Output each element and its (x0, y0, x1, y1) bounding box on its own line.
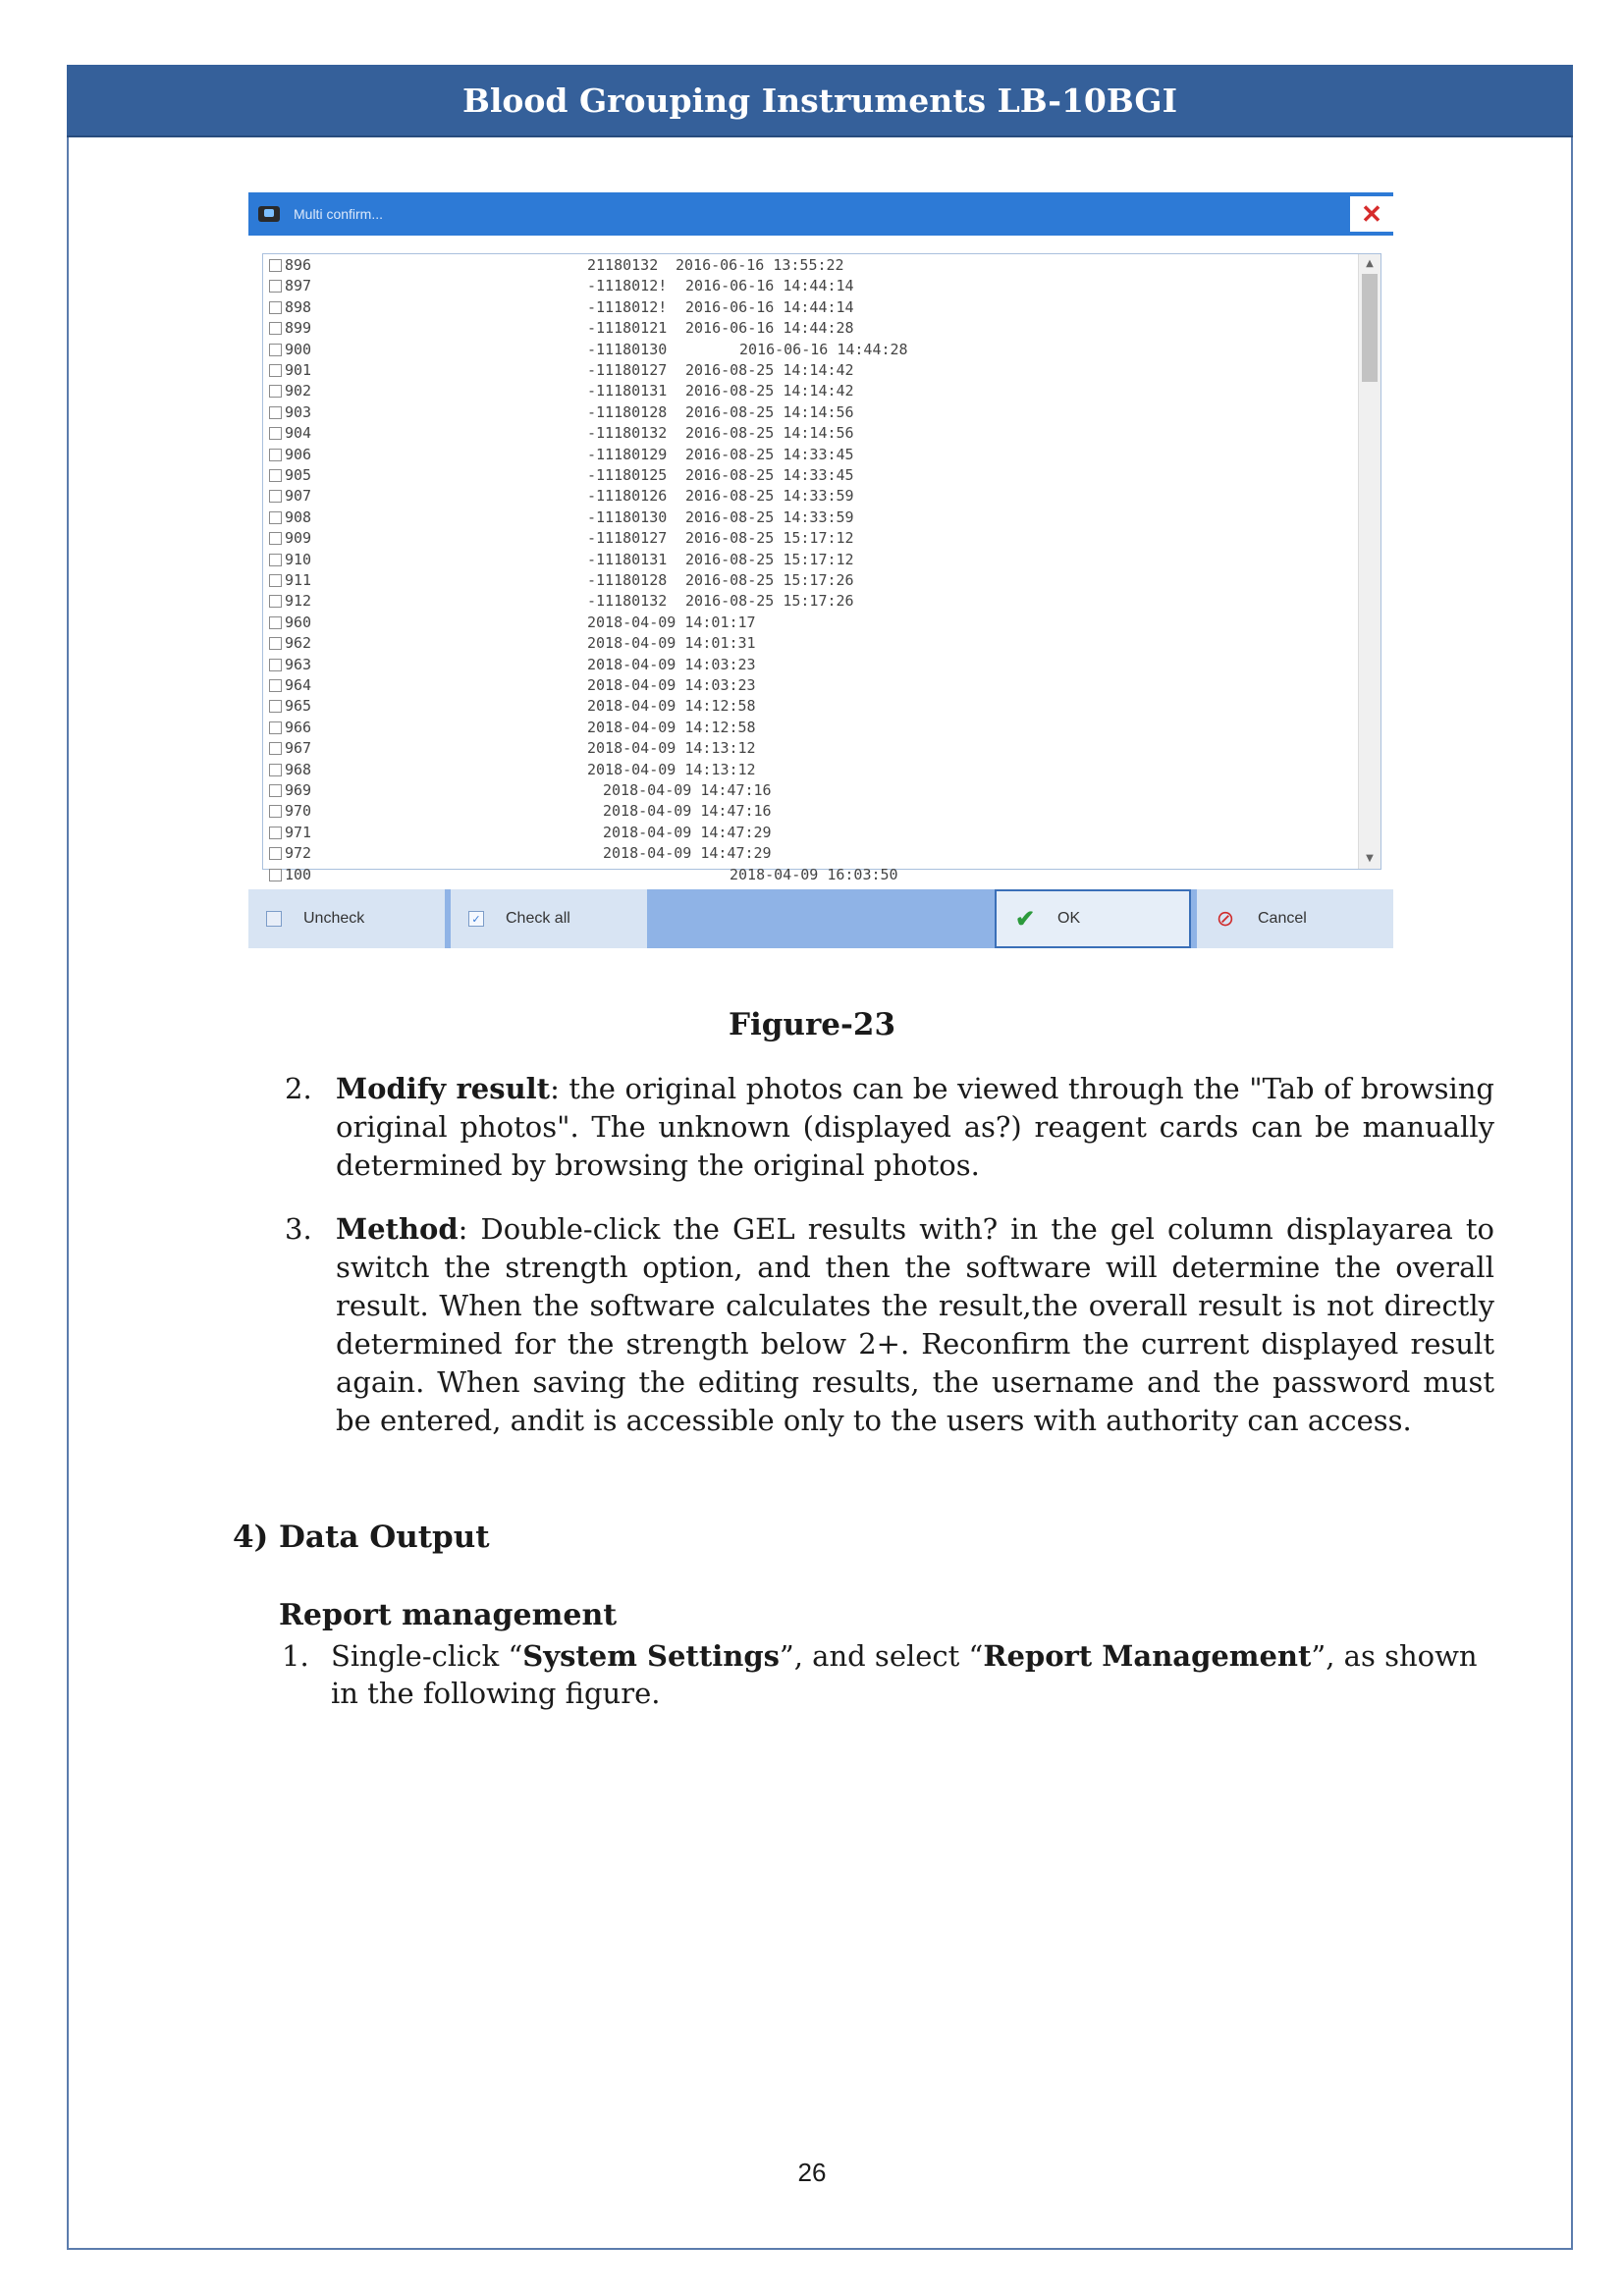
row-datetime: 2016-08-25 15:17:12 (685, 550, 854, 568)
row-id: 971 (285, 823, 312, 841)
row-id: 906 (285, 445, 312, 463)
step-number: 1. (282, 1639, 309, 1673)
row-id: 100 (285, 865, 312, 883)
row-checkbox[interactable] (269, 595, 282, 608)
list-item[interactable] (263, 277, 1359, 297)
row-datetime: 2016-06-16 14:44:14 (685, 277, 854, 295)
section-heading: 4) Data Output (233, 1520, 490, 1555)
list-item[interactable] (263, 424, 1359, 445)
document-header (67, 65, 1573, 137)
row-checkbox[interactable] (269, 385, 282, 398)
row-datetime: 2018-04-09 14:12:58 (587, 718, 756, 736)
row-datetime: 2018-04-09 14:01:17 (587, 613, 756, 631)
scroll-up-arrow-icon[interactable]: ▲ (1366, 258, 1374, 269)
row-code: -11180129 (587, 445, 668, 463)
row-datetime: 2016-06-16 14:44:14 (685, 297, 854, 316)
row-checkbox[interactable] (269, 574, 282, 587)
list-item[interactable] (263, 697, 1359, 718)
row-checkbox[interactable] (269, 490, 282, 503)
row-checkbox[interactable] (269, 449, 282, 461)
close-button[interactable]: ✕ (1350, 196, 1393, 232)
row-id: 912 (285, 592, 312, 611)
row-checkbox[interactable] (269, 827, 282, 839)
row-id: 899 (285, 319, 312, 338)
row-checkbox[interactable] (269, 406, 282, 419)
step-text (331, 1637, 1509, 1712)
row-code: -11180130 (587, 340, 668, 358)
vertical-scrollbar[interactable] (1358, 254, 1380, 869)
step-text-part: ”, as shown in the following figure. (331, 1639, 1478, 1710)
list-item[interactable] (263, 403, 1359, 424)
row-datetime: 2018-04-09 14:12:58 (587, 697, 756, 716)
list-item[interactable] (263, 802, 1359, 823)
row-checkbox[interactable] (269, 511, 282, 524)
row-checkbox[interactable] (269, 554, 282, 566)
checkmark-icon: ✔ (1014, 905, 1036, 933)
row-id: 968 (285, 760, 312, 778)
row-id: 963 (285, 655, 312, 673)
row-datetime: 2016-08-25 14:14:42 (685, 361, 854, 379)
row-code: -11180131 (587, 382, 668, 400)
row-id: 908 (285, 507, 312, 526)
document-title: Blood Grouping Instruments LB-10BGI (461, 80, 1178, 120)
row-code: -11180125 (587, 466, 668, 484)
row-id: 909 (285, 529, 312, 548)
cancel-icon: ⊘ (1216, 906, 1235, 931)
system-settings-label: System Settings (522, 1639, 780, 1673)
row-checkbox[interactable] (269, 659, 282, 671)
row-datetime: 2018-04-09 14:47:29 (603, 844, 772, 863)
list-item[interactable] (263, 446, 1359, 466)
list-item[interactable] (263, 866, 1359, 886)
row-id: 902 (285, 382, 312, 400)
ok-label: OK (1057, 910, 1081, 927)
row-id: 960 (285, 613, 312, 631)
row-id: 896 (285, 256, 312, 274)
row-datetime: 2018-04-09 14:13:12 (587, 760, 756, 778)
list-item[interactable] (263, 529, 1359, 550)
row-id: 910 (285, 550, 312, 568)
list-item[interactable] (263, 781, 1359, 802)
row-checkbox[interactable] (269, 427, 282, 440)
row-code: -11180131 (587, 550, 668, 568)
row-datetime: 2016-08-25 14:33:45 (685, 466, 854, 484)
list-item[interactable] (263, 487, 1359, 507)
row-datetime: 2016-06-16 13:55:22 (676, 256, 844, 274)
row-datetime: 2016-06-16 14:44:28 (685, 319, 854, 338)
list-item[interactable] (263, 676, 1359, 697)
row-datetime: 2016-08-25 15:17:26 (685, 571, 854, 589)
list-item[interactable] (263, 466, 1359, 487)
row-id: 905 (285, 466, 312, 484)
row-datetime: 2018-04-09 14:47:16 (603, 802, 772, 821)
list-item[interactable] (263, 508, 1359, 529)
row-checkbox[interactable] (269, 742, 282, 755)
list-item[interactable] (263, 571, 1359, 592)
row-datetime: 2018-04-09 14:47:29 (603, 823, 772, 841)
row-checkbox[interactable] (269, 637, 282, 650)
uncheck-button[interactable] (248, 889, 445, 948)
list-item[interactable] (263, 761, 1359, 781)
check-all-button[interactable] (451, 889, 647, 948)
row-datetime: 2018-04-09 14:03:23 (587, 676, 756, 694)
row-datetime: 2016-08-25 15:17:12 (685, 529, 854, 548)
list-item[interactable] (263, 341, 1359, 361)
cancel-button[interactable] (1197, 889, 1393, 948)
row-datetime: 2018-04-09 16:03:50 (730, 865, 898, 883)
checkbox-icon: ✓ (468, 911, 484, 927)
row-checkbox[interactable] (269, 721, 282, 734)
row-id: 965 (285, 697, 312, 716)
row-id: 964 (285, 676, 312, 694)
app-icon (258, 206, 280, 222)
row-checkbox[interactable] (269, 869, 282, 881)
dialog-title: Multi confirm... (294, 206, 384, 222)
row-code: -11180127 (587, 529, 668, 548)
row-checkbox[interactable] (269, 259, 282, 272)
row-code: -11180132 (587, 424, 668, 443)
row-code: -11180127 (587, 361, 668, 379)
row-checkbox[interactable] (269, 679, 282, 692)
row-id: 969 (285, 781, 312, 799)
row-code: -11180130 (587, 507, 668, 526)
row-code: -1118012! (587, 277, 668, 295)
item-text (336, 1070, 1494, 1185)
row-checkbox[interactable] (269, 700, 282, 713)
row-id: 901 (285, 361, 312, 379)
subsection-heading: Report management (279, 1598, 618, 1632)
list-item[interactable] (263, 656, 1359, 676)
row-id: 966 (285, 718, 312, 736)
cancel-label: Cancel (1258, 910, 1307, 927)
row-checkbox[interactable] (269, 532, 282, 545)
item-number: 2. (285, 1072, 312, 1105)
row-code: -1118012! (587, 297, 668, 316)
dialog-button-bar (248, 889, 1393, 948)
row-datetime: 2018-04-09 14:47:16 (603, 781, 772, 799)
row-code: -11180132 (587, 592, 668, 611)
row-id: 911 (285, 571, 312, 589)
report-management-label: Report Management (983, 1639, 1312, 1673)
scroll-down-arrow-icon[interactable]: ▼ (1366, 853, 1374, 864)
row-datetime: 2016-08-25 14:33:45 (685, 445, 854, 463)
item-body: : Double-click the GEL results with? in the gel column displayarea to switch the strength option, and then the software will determine the overall result. When the software calculates the result,the overall result is not directly determined for the strength below 2+. Reconfirm the current displayed result again. When saving the editing results, the username and the password must be entered, andit is accessible only to the users with authority can access. (336, 1212, 1494, 1437)
row-checkbox[interactable] (269, 322, 282, 335)
list-item[interactable] (263, 592, 1359, 613)
multi-confirm-dialog (248, 192, 1393, 948)
row-id: 898 (285, 297, 312, 316)
list-item[interactable] (263, 739, 1359, 760)
page-number: 26 (797, 2158, 827, 2187)
list-item[interactable] (263, 614, 1359, 634)
row-datetime: 2016-08-25 14:33:59 (685, 487, 854, 506)
step-text-part: ”, and select “ (779, 1639, 984, 1673)
row-id: 903 (285, 402, 312, 421)
row-code: -11180121 (587, 319, 668, 338)
row-checkbox[interactable] (269, 805, 282, 818)
row-datetime: 2016-08-25 14:14:56 (685, 402, 854, 421)
row-checkbox[interactable] (269, 344, 282, 356)
item-body: : the original photos can be viewed through the "Tab of browsing original photos". The unknown (displayed as?) reagent cards can be manually determined by browsing the original photos. (336, 1072, 1494, 1182)
row-id: 972 (285, 844, 312, 863)
row-datetime: 2018-04-09 14:13:12 (587, 739, 756, 758)
row-id: 897 (285, 277, 312, 295)
list-icon (266, 911, 282, 927)
row-datetime: 2018-04-09 14:01:31 (587, 634, 756, 653)
list-item[interactable] (263, 298, 1359, 319)
row-checkbox[interactable] (269, 616, 282, 629)
item-label: Method (336, 1212, 459, 1246)
list-item[interactable] (263, 551, 1359, 571)
row-checkbox[interactable] (269, 364, 282, 377)
row-code: -11180128 (587, 402, 668, 421)
scrollbar-thumb[interactable] (1362, 274, 1378, 382)
row-id: 900 (285, 340, 312, 358)
record-list[interactable] (262, 253, 1381, 883)
item-text (336, 1210, 1494, 1440)
figure-caption: Figure-23 (728, 1007, 896, 1042)
row-id: 967 (285, 739, 312, 758)
list-item[interactable] (263, 719, 1359, 739)
row-checkbox[interactable] (269, 469, 282, 482)
row-code: 21180132 (587, 256, 659, 274)
row-datetime: 2016-08-25 15:17:26 (685, 592, 854, 611)
row-code: -11180128 (587, 571, 668, 589)
row-datetime: 2016-08-25 14:33:59 (685, 507, 854, 526)
ok-button[interactable] (995, 889, 1191, 948)
step-text-part: Single-click “ (331, 1639, 523, 1673)
list-item[interactable] (263, 319, 1359, 340)
list-item[interactable] (263, 361, 1359, 382)
item-label: Modify result (336, 1072, 551, 1105)
list-item[interactable] (263, 382, 1359, 402)
row-checkbox[interactable] (269, 764, 282, 776)
record-list-body (263, 254, 1359, 883)
uncheck-label: Uncheck (303, 910, 365, 927)
row-datetime: 2016-08-25 14:14:42 (685, 382, 854, 400)
row-id: 962 (285, 634, 312, 653)
row-datetime: 2016-08-25 14:14:56 (685, 424, 854, 443)
list-item[interactable] (263, 256, 1359, 277)
row-checkbox[interactable] (269, 280, 282, 293)
check-all-label: Check all (506, 910, 570, 927)
row-code: -11180126 (587, 487, 668, 506)
list-item[interactable] (263, 824, 1359, 844)
row-id: 904 (285, 424, 312, 443)
row-id: 970 (285, 802, 312, 821)
row-datetime: 2018-04-09 14:03:23 (587, 655, 756, 673)
row-checkbox[interactable] (269, 301, 282, 314)
dialog-titlebar (248, 192, 1393, 236)
row-checkbox[interactable] (269, 847, 282, 860)
row-checkbox[interactable] (269, 784, 282, 797)
row-datetime: 2016-06-16 14:44:28 (739, 340, 908, 358)
item-number: 3. (285, 1212, 312, 1246)
row-id: 907 (285, 487, 312, 506)
list-item[interactable] (263, 844, 1359, 865)
list-item[interactable] (263, 634, 1359, 655)
